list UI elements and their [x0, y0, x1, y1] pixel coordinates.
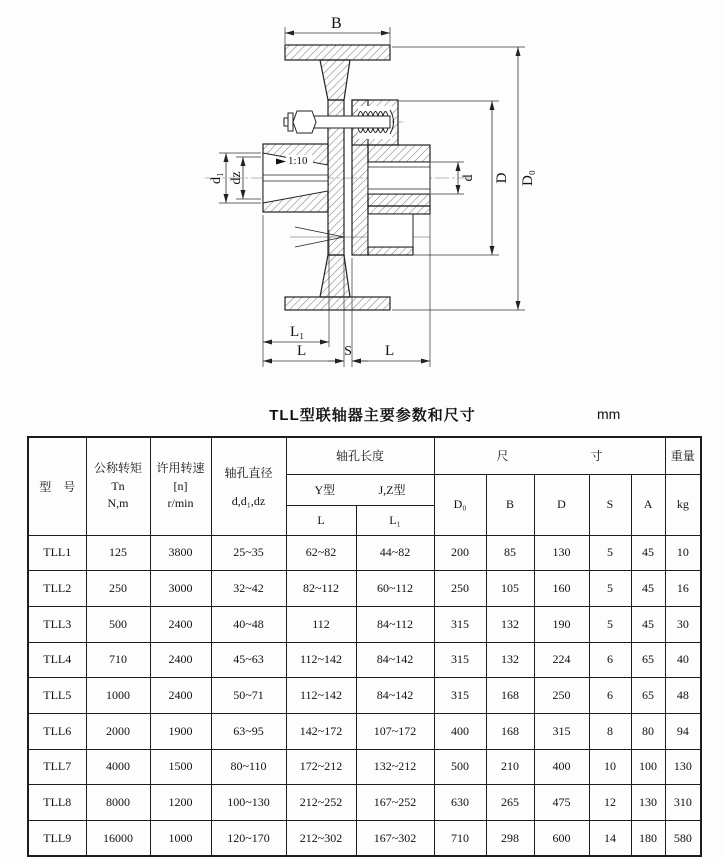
value-cell: 5 [589, 535, 631, 571]
value-cell: 167~302 [356, 821, 434, 857]
value-cell: 200 [434, 535, 486, 571]
value-cell: 224 [534, 642, 589, 678]
table-row [28, 785, 701, 821]
value-cell: 250 [534, 678, 589, 714]
table-row [28, 606, 701, 642]
col-header-speed [150, 437, 211, 535]
value-cell: 315 [434, 606, 486, 642]
torque-label-cn: 公称转矩 [93, 461, 142, 476]
value-cell: 60~112 [356, 571, 434, 607]
value-cell: 160 [534, 571, 589, 607]
value-cell: 1900 [150, 713, 211, 749]
col-header-dimensions [434, 437, 665, 474]
value-cell: 80~110 [211, 749, 286, 785]
rim-top [285, 45, 390, 60]
value-cell: 85 [486, 535, 534, 571]
value-cell: 40~48 [211, 606, 286, 642]
value-cell: 172~212 [286, 749, 356, 785]
dim-L1 [263, 324, 329, 342]
value-cell: 112 [286, 606, 356, 642]
dim-S [328, 344, 368, 361]
table-title: TLL型联轴器主要参数和尺寸 [269, 407, 476, 424]
value-cell: 130 [631, 785, 665, 821]
col-header-bore-types [286, 474, 434, 505]
bore-dia-label-cn: 轴孔直径 [224, 465, 273, 480]
table-row [28, 535, 701, 571]
col-header-model-label: 型 号 [39, 479, 76, 494]
value-cell: 212~252 [286, 785, 356, 821]
value-cell: 265 [486, 785, 534, 821]
value-cell: 107~172 [356, 713, 434, 749]
value-cell: 1500 [150, 749, 211, 785]
spec-table [27, 436, 702, 857]
spec-table-body [28, 535, 701, 856]
table-row [28, 642, 701, 678]
value-cell: 65 [631, 678, 665, 714]
speed-symbol: [n] [173, 478, 188, 493]
dim-dz-label: dz [229, 171, 244, 185]
value-cell: 250 [434, 571, 486, 607]
value-cell: 45 [631, 606, 665, 642]
value-cell: 112~142 [286, 678, 356, 714]
value-cell: 132 [486, 642, 534, 678]
col-header-weight: 重量 [665, 437, 701, 474]
dim-L-right [352, 343, 430, 361]
model-cell: TLL8 [28, 785, 86, 821]
value-cell: 44~82 [356, 535, 434, 571]
value-cell: 210 [486, 749, 534, 785]
coupling-cross-section [0, 0, 725, 400]
value-cell: 167~252 [356, 785, 434, 821]
value-cell: 112~142 [286, 642, 356, 678]
col-header-D: D [534, 474, 589, 535]
jz-type-label: J,Z型 [378, 483, 406, 497]
hex-nut [293, 111, 316, 133]
value-cell: 16000 [86, 821, 150, 857]
torque-unit: N,m [107, 495, 129, 510]
value-cell: 310 [665, 785, 701, 821]
col-header-D0: D₀ [434, 474, 486, 535]
value-cell: 63~95 [211, 713, 286, 749]
value-cell: 710 [86, 642, 150, 678]
right-step-bottom [368, 247, 413, 255]
value-cell: 84~142 [356, 642, 434, 678]
value-cell: 130 [534, 535, 589, 571]
pin-shaft [306, 116, 390, 128]
col-header-bore-diameter [211, 437, 286, 535]
value-cell: 25~35 [211, 535, 286, 571]
value-cell: 40 [665, 642, 701, 678]
value-cell: 168 [486, 678, 534, 714]
value-cell: 500 [434, 749, 486, 785]
value-cell: 32~42 [211, 571, 286, 607]
dim-L1-label: L₁ [290, 324, 305, 340]
value-cell: 630 [434, 785, 486, 821]
value-cell: 400 [534, 749, 589, 785]
value-cell: 2400 [150, 678, 211, 714]
col-header-model [28, 437, 86, 535]
value-cell: 315 [434, 642, 486, 678]
value-cell: 100~130 [211, 785, 286, 821]
value-cell: 45 [631, 571, 665, 607]
dim-L-right-label: L [385, 343, 395, 359]
value-cell: 6 [589, 678, 631, 714]
value-cell: 30 [665, 606, 701, 642]
value-cell: 120~170 [211, 821, 286, 857]
dim-D-label: D [494, 172, 510, 184]
model-cell: TLL2 [28, 571, 86, 607]
value-cell: 5 [589, 606, 631, 642]
dim-S-label: S [344, 344, 352, 359]
right-step-face [368, 214, 413, 247]
value-cell: 4000 [86, 749, 150, 785]
col-header-L1: L₁ [356, 505, 434, 535]
value-cell: 475 [534, 785, 589, 821]
table-row [28, 749, 701, 785]
value-cell: 315 [434, 678, 486, 714]
value-cell: 500 [86, 606, 150, 642]
dims-label-right: 寸 [590, 449, 603, 464]
torque-symbol: Tn [111, 478, 125, 493]
model-cell: TLL1 [28, 535, 86, 571]
table-row [28, 821, 701, 857]
col-header-A: A [631, 474, 665, 535]
model-cell: TLL5 [28, 678, 86, 714]
value-cell: 180 [631, 821, 665, 857]
value-cell: 48 [665, 678, 701, 714]
model-cell: TLL6 [28, 713, 86, 749]
value-cell: 10 [665, 535, 701, 571]
value-cell: 142~172 [286, 713, 356, 749]
value-cell: 3000 [150, 571, 211, 607]
table-row [28, 678, 701, 714]
dim-d1-label: d₁ [209, 172, 224, 184]
value-cell: 8 [589, 713, 631, 749]
taper-label: 1:10 [288, 155, 308, 167]
value-cell: 315 [534, 713, 589, 749]
value-cell: 125 [86, 535, 150, 571]
value-cell: 8000 [86, 785, 150, 821]
coupling-drawing [0, 0, 725, 400]
bore-dia-symbols: d,d₁,dz [231, 493, 266, 508]
value-cell: 600 [534, 821, 589, 857]
value-cell: 168 [486, 713, 534, 749]
pin-end [284, 118, 288, 126]
model-cell: TLL4 [28, 642, 86, 678]
value-cell: 12 [589, 785, 631, 821]
value-cell: 80 [631, 713, 665, 749]
value-cell: 400 [434, 713, 486, 749]
value-cell: 1200 [150, 785, 211, 821]
dim-B [285, 15, 390, 44]
rim-bottom [285, 297, 390, 310]
value-cell: 298 [486, 821, 534, 857]
model-cell: TLL3 [28, 606, 86, 642]
dim-L-left [263, 343, 344, 361]
value-cell: 50~71 [211, 678, 286, 714]
col-header-kg: kg [665, 474, 701, 535]
web-bottom [320, 255, 350, 297]
value-cell: 45~63 [211, 642, 286, 678]
table-row [28, 713, 701, 749]
value-cell: 10 [589, 749, 631, 785]
model-cell: TLL9 [28, 821, 86, 857]
unit-label: mm [597, 406, 621, 422]
value-cell: 82~112 [286, 571, 356, 607]
value-cell: 1000 [150, 821, 211, 857]
value-cell: 6 [589, 642, 631, 678]
speed-unit: r/min [167, 495, 194, 510]
speed-label-cn: 许用转速 [156, 461, 205, 476]
value-cell: 105 [486, 571, 534, 607]
value-cell: 132~212 [356, 749, 434, 785]
right-hub-top-wall [368, 145, 430, 162]
value-cell: 84~142 [356, 678, 434, 714]
value-cell: 580 [665, 821, 701, 857]
value-cell: 94 [665, 713, 701, 749]
dim-d-label: d [461, 174, 476, 182]
y-type-label: Y型 [314, 483, 336, 497]
value-cell: 16 [665, 571, 701, 607]
value-cell: 190 [534, 606, 589, 642]
col-header-B: B [486, 474, 534, 535]
web-top [320, 60, 350, 100]
model-cell: TLL7 [28, 749, 86, 785]
value-cell: 130 [665, 749, 701, 785]
value-cell: 2400 [150, 606, 211, 642]
washer [288, 113, 293, 131]
value-cell: 5 [589, 571, 631, 607]
col-header-S: S [589, 474, 631, 535]
right-hub-bottom-wall [368, 194, 430, 206]
value-cell: 132 [486, 606, 534, 642]
col-header-bore-length: 轴孔长度 [286, 437, 434, 474]
value-cell: 62~82 [286, 535, 356, 571]
value-cell: 2400 [150, 642, 211, 678]
value-cell: 3800 [150, 535, 211, 571]
value-cell: 212~302 [286, 821, 356, 857]
value-cell: 84~112 [356, 606, 434, 642]
value-cell: 250 [86, 571, 150, 607]
dim-B-label: B [331, 15, 342, 32]
right-step-top [368, 206, 430, 214]
col-header-L: L [286, 505, 356, 535]
dim-L-left-label: L [297, 343, 307, 359]
value-cell: 14 [589, 821, 631, 857]
dims-label-left: 尺 [496, 449, 509, 464]
value-cell: 2000 [86, 713, 150, 749]
value-cell: 710 [434, 821, 486, 857]
col-header-torque [86, 437, 150, 535]
table-row [28, 571, 701, 607]
value-cell: 100 [631, 749, 665, 785]
value-cell: 65 [631, 642, 665, 678]
dim-D0-label: D₀ [520, 169, 536, 187]
value-cell: 1000 [86, 678, 150, 714]
value-cell: 45 [631, 535, 665, 571]
